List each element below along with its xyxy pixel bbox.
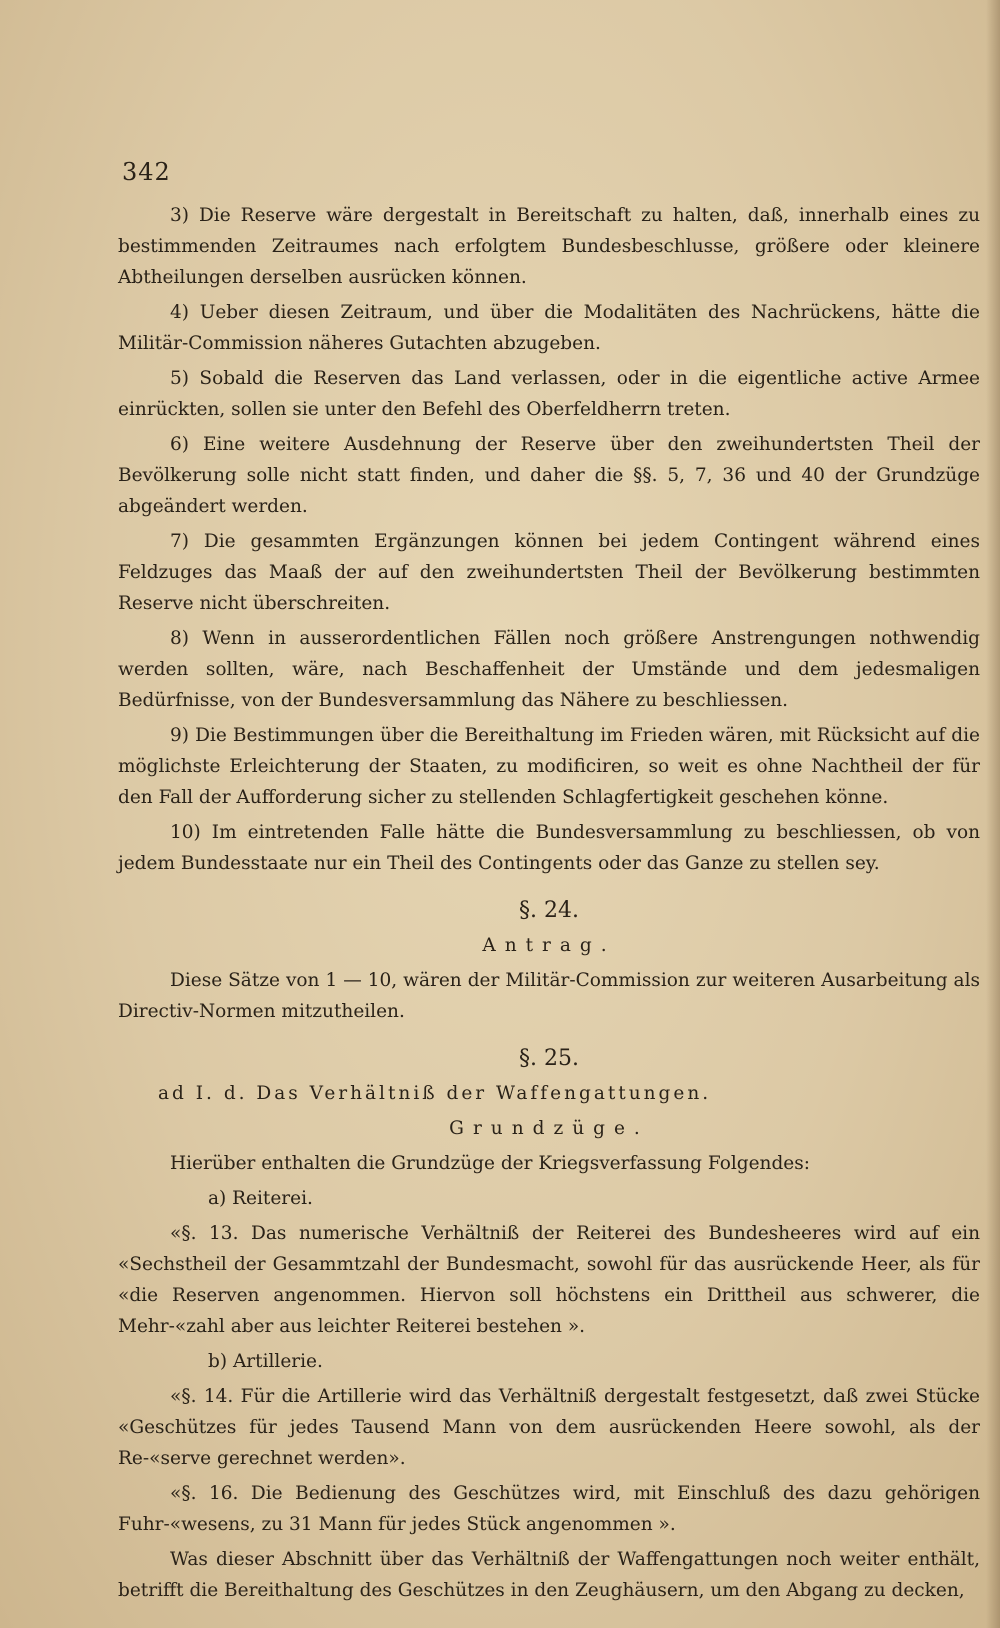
paragraph-8: 8) Wenn in ausserordentlichen Fällen noch größere Anstrengungen nothwendig werden sollten, wäre, nach Beschaffenheit der Umstände und dem jedesmaligen Bedürfnisse, von der Bundesversammlung das Nähere zu beschliessen.	[118, 628, 980, 711]
subheading-artillerie: b) Artillerie.	[208, 1351, 323, 1372]
paragraph-6: 6) Eine weitere Ausdehnung der Reserve über den zweihundertsten Theil der Bevölkerung solle nicht statt finden, und daher die §§. 5, 7, 36 und 40 der Grundzüge abgeändert werden.	[118, 434, 980, 517]
section-24-heading: §. 24.	[519, 898, 579, 923]
quote-paragraph-16: «§. 16. Die Bedienung des Geschützes wird, mit Einschluß des dazu gehörigen Fuhr-«wesens, zu 31 Mann für jedes Stück angenommen ».	[118, 1483, 980, 1535]
section-25-heading: §. 25.	[519, 1046, 579, 1071]
quote-paragraph-14: «§. 14. Für die Artillerie wird das Verhältniß dergestalt festgesetzt, daß zwei Stücke «Geschützes für jedes Tausend Mann von dem ausrückenden Heere sowohl, als der Re-«serve gerechnet werden».	[118, 1386, 980, 1469]
paragraph-9: 9) Die Bestimmungen über die Bereithaltung im Frieden wären, mit Rücksicht auf die möglichste Erleichterung der Staaten, zu modificiren, so weit es ohne Nachtheil der für den Fall der Aufforderung sicher zu stellenden Schlagfertigkeit geschehen könne.	[118, 725, 980, 808]
paragraph-5: 5) Sobald die Reserven das Land verlassen, oder in die eigentliche active Armee einrückten, sollen sie unter den Befehl des Oberfeldherrn treten.	[118, 368, 980, 420]
page-edge-shadow	[986, 0, 1000, 1628]
paragraph-7: 7) Die gesammten Ergänzungen können bei jedem Contingent während eines Feldzuges das Maaß der auf den zweihundertsten Theil der Bevölkerung bestimmten Reserve nicht überschreiten.	[118, 531, 980, 614]
section-24-subheading: Antrag.	[482, 935, 616, 956]
paragraph-10: 10) Im eintretenden Falle hätte die Bundesversammlung zu beschliessen, ob von jedem Bundesstaate nur ein Theil des Contingents oder das Ganze zu stellen sey.	[118, 822, 980, 874]
closing-paragraph: Was dieser Abschnitt über das Verhältniß der Waffengattungen noch weiter enthält, betrifft die Bereithaltung des Geschützes in den Zeughäusern, um den Abgang zu decken,	[118, 1549, 980, 1601]
section-25-grundzuege: Grundzüge.	[449, 1118, 649, 1139]
page-number: 342	[122, 158, 171, 186]
section-25-ad-line: ad I. d. Das Verhältniß der Waffengattungen.	[158, 1083, 712, 1104]
paragraph-3: 3) Die Reserve wäre dergestalt in Bereitschaft zu halten, daß, innerhalb eines zu bestimmenden Zeitraumes nach erfolgtem Bundesbeschlusse, größere oder kleinere Abtheilungen derselben ausrücken können.	[118, 205, 980, 288]
section-25-intro: Hierüber enthalten die Grundzüge der Kriegsverfassung Folgendes:	[170, 1153, 810, 1174]
section-24-text: Diese Sätze von 1 — 10, wären der Militär-Commission zur weiteren Ausarbeitung als Directiv-Normen mitzutheilen.	[118, 970, 980, 1022]
subheading-reiterei: a) Reiterei.	[208, 1188, 313, 1209]
page-body	[118, 200, 980, 1606]
quote-paragraph-13: «§. 13. Das numerische Verhältniß der Reiterei des Bundesheeres wird auf ein «Sechstheil der Gesammtzahl der Bundesmacht, sowohl für das ausrückende Heer, als für «die Reserven angenommen. Hiervon soll höchstens ein Drittheil aus schwerer, die Mehr-«zahl aber aus leichter Reiterei bestehen ».	[118, 1223, 980, 1337]
paragraph-4: 4) Ueber diesen Zeitraum, und über die Modalitäten des Nachrückens, hätte die Militär-Commission näheres Gutachten abzugeben.	[118, 302, 980, 354]
